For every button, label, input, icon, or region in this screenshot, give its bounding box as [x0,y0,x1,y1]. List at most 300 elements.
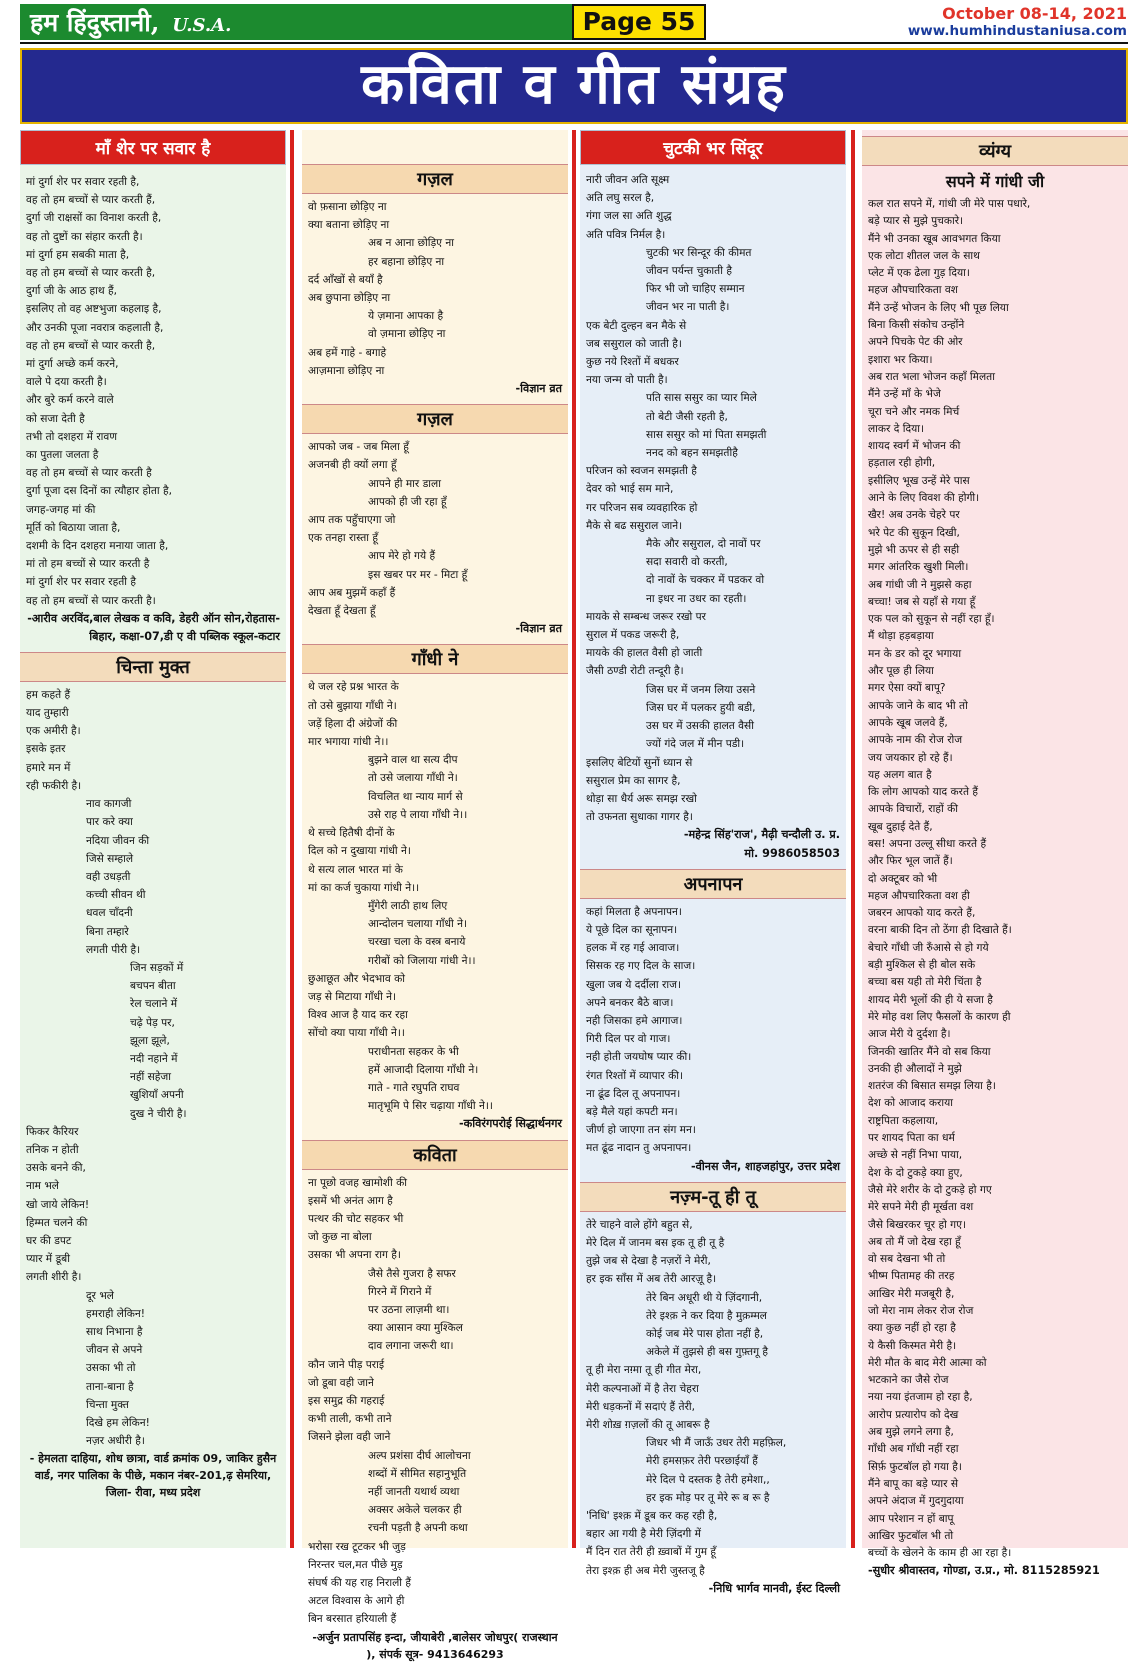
poem-line: शायद मेरी भूलों की ही ये सजा है [868,993,993,1006]
poem-credit: - हेमलता दाहिया, शोध छात्रा, वार्ड क्रमांक 09, जाकिर हुसैन वार्ड, नगर पालिका के पीछे, मकान नंबर-201,ढ़ सेमरिया, जिला- रीवा, मध्य प्रदेश [29,1452,277,1500]
poem-line: दूर भले [86,1289,114,1302]
poem-line: मातृभूमि पे सिर चढ़ाया गाँधी ने।। [368,1100,493,1113]
poem-line: ना ढूंढ दिल तू अपनापन। [586,1087,681,1100]
poem-line: नदी नहाने में [130,1052,178,1065]
poem-line: याद तुम्हारी [26,707,69,720]
poem-line: वाले पे दया करती है। [26,376,107,389]
poem-title: चुटकी भर सिंदूर [580,130,846,165]
poem-line: मां दुर्गा अच्छे कर्म करने, [26,358,119,371]
poem-line: जैसे मेरे शरीर के दो टुकड़े हो गए [868,1183,992,1196]
poem-line: सोंचो क्या पाया गाँधी ने।। [308,1027,405,1040]
poem-line: अक्सर अकेले चलकर ही [368,1504,462,1517]
poem-line: चरखा चला के वस्त्र बनाये [368,936,466,949]
poem-line: बिना तम्हारे [86,925,129,938]
poem-line: कि लोग आपको याद करते हैं [868,786,978,799]
poem-line: हमें आजादी दिलाया गाँधी ने। [368,1063,479,1076]
poem-title: नज़्म-तू ही तू [580,1182,846,1212]
poem-line: बचपन बीता [130,980,176,993]
poem-line: रंगत रिश्तों में व्यापार की। [586,1069,684,1082]
poem-line: मैं थोड़ा हड़बड़ाया [868,630,934,643]
poem-line: जैसे बिखरकर चूर हो गए। [868,1218,967,1231]
poem-line: शब्दों में सीमित सहानुभूति [368,1467,467,1480]
poem-line: जैसे तैसे गुजरा है सफर [368,1267,456,1280]
poem-body [20,173,286,646]
poem-line: आप तक पहुँचाएगा जो [308,514,396,527]
poem-line: इसके इतर [26,743,66,756]
poem-line: अब गांधी जी ने मुझसे कहा [868,578,972,591]
poem-line: मगर आंतरिक खुशी मिली। [868,561,969,574]
poem-line: आन्दोलन चलाया गाँधी ने। [368,918,468,931]
poem-line: 'निधि' इश्क़ में डूब कर कह रही है, [586,1510,718,1523]
poem-line: दर्द आँखों से बयाँ है [308,273,383,286]
poem-line: खुला जब ये दर्दीला राज। [586,978,681,991]
poem-line: बच्चा! जब से यहाँ से गया हूँ [868,595,976,608]
poem-line: अब मुझे लगने लगा है, [868,1426,954,1439]
poem-line: रही फकीरी है। [26,779,82,792]
poem-line: चुटकी भर सिन्दूर की कीमत [646,246,752,259]
poem-line: सिर्फ़ फुटबॉल हो गया है। [868,1460,962,1473]
poem-line: आप मेरे हो गये हैं [368,550,436,563]
column-divider [572,130,576,1548]
poem-body [302,198,568,398]
poem-line: मेरे मोह वश लिए फैसलों के कारण ही [868,1010,1011,1023]
poem-line: तेरा इश्क़ ही अब मेरी जुस्तजू है [586,1564,705,1577]
poem-line: एक अमीरी है। [26,725,81,738]
poem-line: ये पूछे दिल का सूनापन। [586,923,678,936]
poem-line: तुझे जब से देखा है नज़रों ने मेरी, [586,1255,711,1268]
poem-line: मैं दिन रात तेरी ही ख़्वाबों में गुम हूँ [586,1546,717,1559]
poem-line: साथ निभाना है [86,1325,143,1338]
poem-line: कोई जब मेरे पास होता नहीं है, [646,1327,764,1340]
column-divider [290,130,294,1548]
poem-line: ये कैसी किस्मत मेरी है। [868,1339,957,1352]
poem-line: परिजन को स्वजन समझती है [586,465,697,478]
poem-line: वह तो हम बच्चों से प्यार करती है, [26,267,156,280]
poem-line: उनकी ही औलादों ने मुझे [868,1062,962,1075]
poem-line: धवल चाँदनी [86,907,133,920]
poem-line: पति सास ससुर का प्यार मिले [646,392,757,405]
poem-line: मेरी मौत के बाद मेरी आत्मा को [868,1356,987,1369]
poem-line: नारी जीवन अति सूक्ष्म [586,174,670,186]
poem-line: अति पवित्र निर्मल है। [586,228,666,241]
poem-body [580,903,846,1176]
poem-line: यह अलग बात है [868,768,932,781]
poem-line: दशमी के दिन दशहरा मनाया जाता है, [26,540,169,553]
poem-line: तू ही मेरा नग़्मा तू ही गीत मेरा, [586,1364,702,1377]
poem-line: मां तो हम बच्चों से प्यार करती है [26,558,150,571]
poem-line: मगर ऐसा क्यों बापू? [868,682,946,695]
poem-line: मेरी हमसफ़र तेरी परछाईयाँ हैं [646,1455,758,1468]
poem-body [302,678,568,1133]
poem-line: आखिर मेरी मजबूरी है, [868,1287,955,1300]
poem-line: अच्छे से नहीं निभा पाया, [868,1149,963,1162]
poem-line: वही उधड़ती [86,870,131,883]
poem-line: रचनी पड़ती है अपनी कथा [368,1522,468,1535]
poem-line: मेरी धड़कनों में सदाएं हैं तेरी, [586,1400,696,1413]
poem-line: महज औपचारिकता वश [868,284,958,297]
poem-line: तभी तो दशहरा में रावण [26,430,117,443]
poem-lines [26,173,280,610]
poem-line: नाव कागजी [86,798,132,811]
poem-line: लगती शीरी है। [26,1271,82,1284]
poem-line: कच्ची सीवन थी [86,889,146,902]
poem-line: जिसने झेला वही जाने [308,1431,391,1444]
poem-line: दो नावों के चक्कर में पडकर वो [646,574,765,587]
poem-line: बुझने वाल था सत्य दीप [368,754,458,767]
poem-body [862,196,1128,1580]
poem-body [302,1174,568,1663]
poem-line: बिन बरसात हरियाली हैं [308,1613,397,1626]
poem-line: गाते - गाते रघुपति राघव [368,1081,460,1094]
poem-line: खूब दुहाई देते हैं, [868,820,933,833]
column-3 [580,130,846,1595]
poem-line: आरोप प्रत्यारोप को देख [868,1408,959,1421]
poem-line: चूरा चने और नमक मिर्च [868,405,960,418]
poem-line: लगती पीरी है। [86,943,141,956]
poem-line: मेरे दिल में जानम बस इक तू ही तू है [586,1236,725,1249]
poem-line: वो सब देखना भी तो [868,1253,946,1266]
poem-line: मायके से सम्बन्ध जरूर रखो पर [586,610,706,623]
poem-credit: -महेन्द्र सिंह'राज', मैढ़ी चन्दौली उ. प्र. [683,828,840,842]
poem-line: वह तो हम बच्चों से प्यार करती है [26,467,152,480]
poem-line: मूर्ति को बिठाया जाता है, [26,521,121,534]
poem-line: फिकर कैरियर [26,1125,79,1138]
poem-line: दुख ने चीरी है। [130,1107,187,1120]
poem-line: जीवन से अपने [86,1344,143,1357]
poem-line: प्लेट में एक ढेला गुड़ दिया। [868,267,970,280]
poem-credit: -विज्ञान व्रत [515,622,562,636]
poem-line: पराधीनता सहकर के भी [368,1045,459,1058]
poem-line: देश के दो टुकड़े क्या हुए, [868,1166,963,1179]
poem-line: अब रात भला भोजन कहाँ मिलता [868,370,995,383]
poem-line: वह तो हम बच्चों से प्यार करती हैं, [26,194,156,207]
masthead-title: हम हिंदुस्तानी, [30,8,160,37]
poem-line: अल्प प्रशंसा दीर्घ आलोचना [368,1449,471,1462]
poem-line: तो उसे जलाया गाँधी ने। [368,772,458,785]
poem-line: थे जल रहे प्रश्न भारत के [308,681,399,694]
poem-line: उसके बनने की, [26,1162,86,1175]
poem-line: राष्ट्रपिता कहलाया, [868,1114,939,1127]
poem-line: अजनबी ही क्यों लगा हूँ [308,459,397,472]
page-header [0,0,1135,44]
column-divider [851,130,855,1548]
poem-line: मेरे दिल पे दस्तक है तेरी हमेशा,, [646,1473,770,1486]
poem-line: गिरने में गिराने में [368,1285,432,1298]
poem-line: झूला झूले, [130,1034,170,1047]
poem-line: वह तो हम बच्चों से प्यार करती है, [26,339,156,352]
poem-line: विचलित था न्याय मार्ग से [368,790,463,803]
poem-line: लाकर दे दिया। [868,422,925,435]
poem-line: नाम भले [26,1180,59,1193]
poem-line: कहां मिलता है अपनापन। [586,905,682,918]
poem-line: पर शायद पिता का धर्म [868,1132,955,1145]
poem-line: बस! अपना उल्लू सीधा करते हैं [868,837,987,850]
poem-line: एक पल को सुकून से नहीं रहा हूँ। [868,613,995,626]
poem-line: इसमें भी अनंत आग है [308,1194,393,1207]
poem-line: बड़े मैले यहां कपटी मन। [586,1105,678,1118]
poem-line: दाव लगाना जरूरी था। [368,1340,454,1353]
poem-line: नही जिसका हमे आगाज। [586,1014,683,1027]
poem-line: मां दुर्गा हम सबकी माता है, [26,248,130,261]
column-2 [302,130,568,1661]
poem-line: चढ़े पेड़ पर, [130,1016,175,1029]
poem-line: गर परिजन सब व्यवहारिक हो [586,501,698,514]
poem-line: को सजा देती है [26,412,85,425]
poem-line: ससुराल प्रेम का सागर है, [586,774,681,787]
poem-line: देवर को भाई सम माने, [586,483,674,496]
poem-line: गरीबों को जिलाया गांधी ने।। [368,954,476,967]
poem-line: गाँधी अब गाँधी नहीं रहा [868,1443,959,1456]
poem-line: वह तो दुष्टों का संहार करती है। [26,230,143,243]
poem-line: इसीलिए भूख उन्हें मेरे पास [868,474,970,487]
poem-line: सिसक रह गए दिल के साज। [586,960,696,973]
poem-line: उसका भी अपना राग है। [308,1249,401,1262]
issue-info [908,4,1127,39]
poem-line: जय जयकार हो रहे हैं। [868,751,953,764]
poem-line: मुझे भी ऊपर से ही सही [868,543,960,556]
masthead [20,4,580,40]
poem-line: शायद स्वर्ग में भोजन की [868,440,961,453]
poem-line: हलक में रह गई आवाज। [586,942,680,955]
page-number: Page 55 [572,4,706,40]
poem-line: खैर! अब उनके चेहरे पर [868,509,960,522]
poem-credit: -कविरंगपरोई सिद्धार्थनगर [459,1117,562,1131]
poem-line: जिधर भी मैं जाऊँ उधर तेरी महफ़िल, [646,1437,787,1450]
poem-title: अपनापन [580,869,846,899]
poem-line: तो उफनता सुधाका गागर है। [586,811,693,824]
poem-line: कल रात सपने में, गांधी जी मेरे पास पधारे, [868,198,1031,210]
poem-line: महज औपचारिकता वश ही [868,889,970,902]
poem-line: चिन्ता मुक्त [86,1398,129,1411]
poem-line: अपने पिचके पेट की ओर [868,336,963,349]
poem-line: इस खबर पर मर - मिटा हूँ [368,568,468,581]
poem-title: कविता [302,1140,568,1170]
poem-line: ना इधर ना उधर का रहती। [646,592,747,605]
poem-credit: -सुधीर श्रीवास्तव, गोण्डा, उ.प्र., मो. 8115285921 [868,1564,1100,1578]
column-1 [20,130,286,1548]
poem-line: गिरी दिल पर वो गाज। [586,1033,671,1046]
poem-line: नहीं सहेजा [130,1071,172,1084]
poem-line: फिर भी जो चाहिए सम्मान [646,283,745,296]
poem-line: का पुतला जलता है [26,449,99,462]
poem-line: देश को आजाद कराया [868,1097,953,1110]
poem-line: अब हमें गाहे - बगाहे [308,346,387,359]
poem-line: आपको ही जी रहा हूँ [368,495,447,508]
poem-line: हिम्मत चलने की [26,1216,88,1229]
poem-line: भरे पेट की सुकून दिखी, [868,526,960,539]
poem-line: जिस घर में जनम लिया उसने [646,683,756,696]
poem-line: घर की डपट [26,1234,72,1247]
poem-line: उस घर में उसकी हालत वैसी [646,720,754,733]
poem-line: मार भगाया गांधी ने।। [308,736,389,749]
poem-line: एक तनहा रास्ता हूँ [308,532,378,545]
poem-line: मैके और ससुराल, दो नावों पर [646,538,761,551]
poem-line: इसलिए बेटियों सुनों ध्यान से [586,756,693,769]
poem-line: भटकाने का जैसे रोज [868,1374,949,1387]
poem-line: पार करे क्या [86,816,133,829]
website-url[interactable]: www.humhindustaniusa.com [907,23,1127,39]
poem-line: मत ढूंढ नादान तु अपनापन। [586,1142,692,1155]
poem-line: आखिर फुटबॉल भी तो [868,1529,954,1542]
masthead-suffix: U.S.A. [172,15,232,36]
poem-line: आपके विचारों, राहों की [868,803,958,816]
poem-line: आप अब मुझमें कहाँ हैं [308,586,396,599]
poem-line: ना पूछो वजह खामोशी की [308,1176,407,1189]
poem-line: मेरे सपने मेरी ही मूर्खता वश [868,1201,974,1214]
poem-credit-phone: मो. 9986058503 [744,846,840,860]
poem-line: पत्थर की चोट सहकर भी [308,1212,404,1225]
poem-line: प्यार में डूबी [26,1253,70,1266]
poem-line: हर इक साँस में अब तेरी आरज़ू है। [586,1273,717,1286]
poem-line: मन के डर को दूर भगाया [868,647,962,660]
poem-line: वो ज़माना छोड़िए ना [368,328,446,341]
poem-line: आपको जब - जब मिला हूँ [308,441,409,454]
poem-line: अपने अंदाज में गुदगुदाया [868,1495,964,1508]
poem-line: उसे राह पे लाया गाँधी ने।। [368,808,468,821]
poem-body [580,171,846,863]
poem-body [302,438,568,638]
poem-line: मां दुर्गा शेर पर सवार रहती है [26,576,136,589]
poem-line: मेरी कल्पनाओं में है तेरा चेहरा [586,1382,699,1395]
poem-line: जब ससुराल को जाती है। [586,337,682,350]
poem-line: वह तो हम बच्चों से प्यार करती है। [26,594,156,607]
poem-line: वरना बाकी दिन तो ठेंगा ही दिखाते हैं। [868,924,1012,937]
poem-line: संघर्ष की यह राह निराली हैं [308,1577,411,1590]
poem-line: क्या बताना छोड़िए ना [308,219,390,232]
poem-line: नहीं जानती यथार्थ व्यथा [368,1486,460,1498]
poem-line: और पूछ ही लिया [868,665,934,678]
poem-line: मां का कर्ज चुकाया गांधी ने।। [308,881,420,894]
poem-line: और फिर भूल जातें हैं। [868,855,953,868]
poem-credit: -वीनस जैन, शाहजहांपुर, उत्तर प्रदेश [691,1159,840,1173]
poem-line: जबरन आपको याद करते हैं, [868,907,976,920]
poem-line: मैंने उन्हें भोजन के लिए भी पूछ लिया [868,301,1009,314]
poem-line: जड़ से मिटाया गाँधी ने। [308,990,397,1003]
poem-line: एक लोटा शीतल जल के साथ [868,249,980,262]
poem-line: हड़ताल रही होगी, [868,457,936,470]
poem-line: हम कहते हैं [26,688,71,701]
poem-line: देखता हूँ देखता हूँ [308,605,376,618]
poem-line: निरन्तर चल,मत पीछे मुड़ [308,1558,403,1571]
poem-line: जिस घर में पलकर हुयी बडी, [646,701,756,714]
poem-line: छुआछूत और भेदभाव को [308,972,406,985]
poem-line: गंगा जल सा अति शुद्ध [586,210,672,223]
poem-line: मुँगेरी लाठी हाथ लिए [368,899,448,912]
poem-line: अति लघु सरल है, [586,192,655,205]
poem-body [20,686,286,1502]
poem-line: आपने ही मार डाला [368,477,441,490]
poem-line: हर बहाना छोड़िए ना [368,255,445,268]
poem-line: वो फ़साना छोड़िए ना [308,201,387,213]
header-rule [20,42,1128,44]
poem-line: ज्यों गंदे जल में मीन पडी। [646,738,745,751]
poem-line: खुशियाँ अपनी [130,1089,184,1102]
section-banner: कविता व गीत संग्रह [20,48,1128,124]
poem-line: इसलिए तो वह अष्टभुजा कहलाइ है, [26,303,162,316]
poem-line: दिल को न दुखाया गांधी ने। [308,845,411,858]
poem-line: जिसे सम्हाले [86,852,134,865]
section-title: व्यंग्य [862,136,1128,166]
poem-line: आज मेरी ये दुर्दशा है। [868,1028,951,1041]
poem-line: मैंने बापू का बड़े प्यार से [868,1477,959,1490]
poem-line: नज़र अधीरी है। [86,1435,145,1448]
poem-title: माँ शेर पर सवार है [20,130,286,165]
poem-line: अटल विश्वास के आगे ही [308,1595,405,1608]
poem-line: तो उसे बुझाया गाँधी ने। [308,699,397,712]
poem-line: कुछ नये रिश्तों में बधकर [586,356,679,369]
poem-line: बड़े प्यार से मुझे पुचकारे। [868,215,964,228]
poem-line: एक बेटी दुल्हन बन मैके से [586,319,687,332]
poem-line: नदिया जीवन की [86,834,150,847]
poem-credit: -आरीव अरविंद,बाल लेखक व कवि, डेहरी ऑन सोन,रोहतास-बिहार, कक्षा-07,डी ए वी पब्लिक स्कूल-कटार [27,611,280,643]
poem-line: जीवन भर ना पाती है। [646,301,730,314]
poem-line: आपके नाम की रोज रोज [868,734,963,747]
poem-line: आपके जाने के बाद भी तो [868,699,968,712]
poem-line: दुर्गा पूजा दस दिनों का त्यौहार होता है, [26,485,172,498]
poem-title: सपने में गांधी जी [945,172,1045,191]
poem-line: खो जाये लेकिन! [26,1198,90,1211]
poem-line: बेचारे गाँधी जी रुँआसे से हो गये [868,941,989,954]
poem-line: बच्चा बस यही तो मेरी चिंता है [868,976,982,989]
poem-line: इस समुद्र की गहराई [308,1394,385,1407]
poem-credit: -अर्जुन प्रतापसिंह इन्दा, जीयाबेरी ,बालेसर जोधपुर( राजस्थान ), संपर्क सूत्र- 9413646293 [312,1630,558,1661]
poem-line: दुर्गा जी के आठ हाथ हैं, [26,285,118,298]
poem-line: सुराल में पकड जरूरी है, [586,629,680,642]
poem-line: क्या कुछ नहीं हो रहा है [868,1322,956,1335]
poem-line: मैंने भी उनका खूब आवभगत किया [868,232,1001,245]
poem-line: जीर्ण हो जाएगा तन संग मन। [586,1124,696,1137]
poem-credit: -विज्ञान व्रत [515,382,562,396]
poem-line: अकेले में तुझसे ही बस गुफ़्तगू है [646,1346,769,1359]
poem-line: और उनकी पूजा नवरात्र कहलाती है, [26,321,164,334]
poem-line: आप परेशान न हों बापू [868,1512,954,1525]
poem-line: अपने बनकर बैठे बाज। [586,996,674,1009]
poem-line: विश्व आज है याद कर रहा [308,1009,408,1022]
poem-line: दो अक्टूबर को भी [868,872,938,885]
issue-date: October 08-14, 2021 [942,4,1127,23]
poem-line: हमारे मन में [26,761,71,774]
poem-line: उसका भी तो [86,1362,136,1375]
poem-line: आने के लिए विवश की होगी। [868,492,980,505]
poem-line: और बुरे कर्म करने वाले [26,394,114,407]
poem-line: जो मेरा नाम लेकर रोज रोज [868,1305,974,1317]
poem-line: कभी ताली, कभी ताने [308,1413,392,1426]
poem-line: ताना-बाना है [86,1380,134,1393]
poem-line: तनिक न होती [26,1143,79,1156]
poem-line: बच्चों के खेलने के काम ही आ रहा है। [868,1547,1012,1560]
poem-line: जड़ें हिला दी अंग्रेजों की [308,717,398,730]
poem-line: हर इक मोड़ पर तू मेरे रू ब रू है [646,1491,770,1504]
poem-line: तेरे चाहने वाले होंगे बहुत से, [586,1218,693,1231]
poem-line: जीवन पर्यन्त चुकाती है [646,265,732,278]
poem-line: तेरे इश्क़ ने कर दिया है मुक़म्मल [646,1309,767,1322]
poem-line: अब छुपाना छोड़िए ना [308,292,391,305]
poem-line: दुर्गा जी राक्षसों का विनाश करती है, [26,212,162,225]
poem-line: दिखे हम लेकिन! [86,1417,150,1429]
poem-body [580,1216,846,1598]
poem-line: मेरी शोख़ ग़ज़लों की तू आबरू है [586,1419,710,1431]
poem-line: जिनकी खातिर मैंने वो सब किया [868,1045,991,1058]
poem-line: ननद को बहन समझतीहै [646,447,738,460]
poem-line: तो बेटी जैसी रहती है, [646,410,728,423]
poem-line: आज़माना छोड़िए ना [308,364,385,377]
poem-line: मैंने उन्हें माँ के भेजे [868,388,941,401]
poem-line: रेल चलाने में [130,998,178,1011]
poem-line: भीष्म पितामह की तरह [868,1270,955,1283]
poem-line: इशारा भर किया। [868,353,933,366]
poem-line: भरोसा रख टूटकर भी जुड़ [308,1540,406,1553]
poem-line: कौन जाने पीड़ पराई [308,1358,385,1371]
